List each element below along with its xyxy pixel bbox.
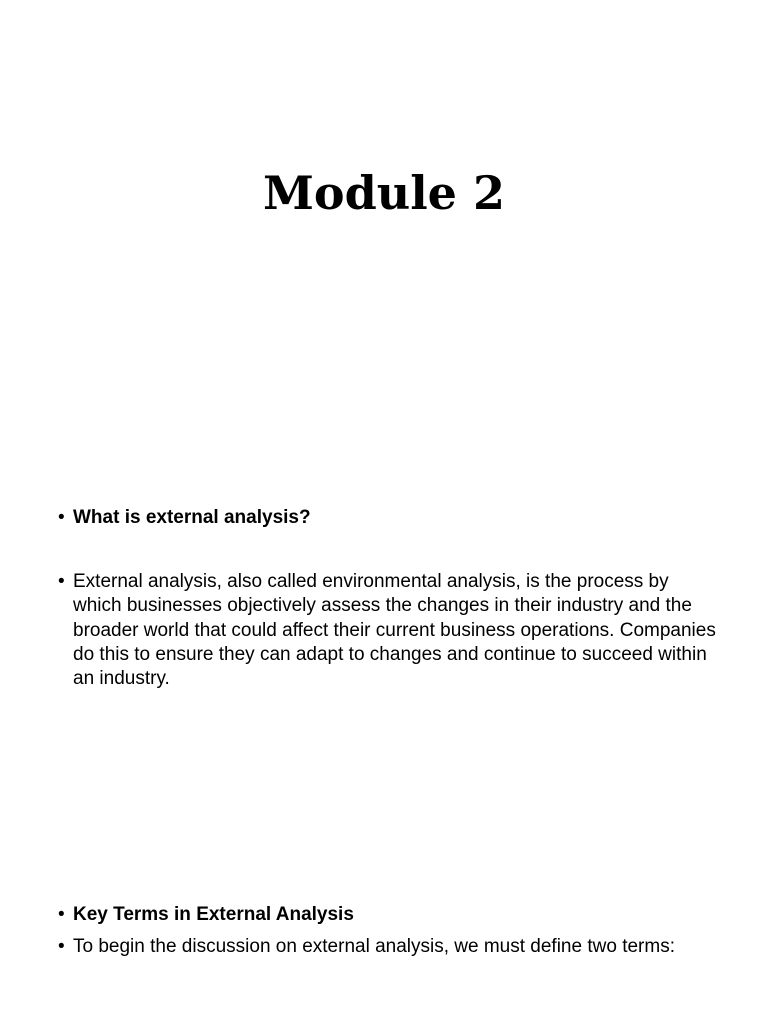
bullet-marker: •: [58, 571, 65, 592]
bullet-heading: Key Terms in External Analysis: [73, 904, 354, 925]
bullet-key-terms: [58, 903, 718, 927]
page-title: Module 2: [263, 166, 505, 220]
bullet-text: External analysis, also called environmental analysis, is the process by which businesses objectively assess the changes in their industry and the broader world that could affect their current business operations. Companies do this to ensure they can adapt to changes and continue to succeed within an industry.: [73, 571, 716, 690]
bullet-marker: •: [58, 904, 65, 925]
bullet-marker: •: [58, 936, 65, 957]
bullet-heading: What is external analysis?: [73, 507, 311, 528]
bullet-text: To begin the discussion on external analysis, we must define two terms:: [73, 936, 675, 957]
bullet-marker: •: [58, 507, 65, 528]
bullet-definition: [58, 570, 718, 691]
bullet-question: [58, 506, 718, 530]
bullet-intro-terms: [58, 935, 718, 959]
